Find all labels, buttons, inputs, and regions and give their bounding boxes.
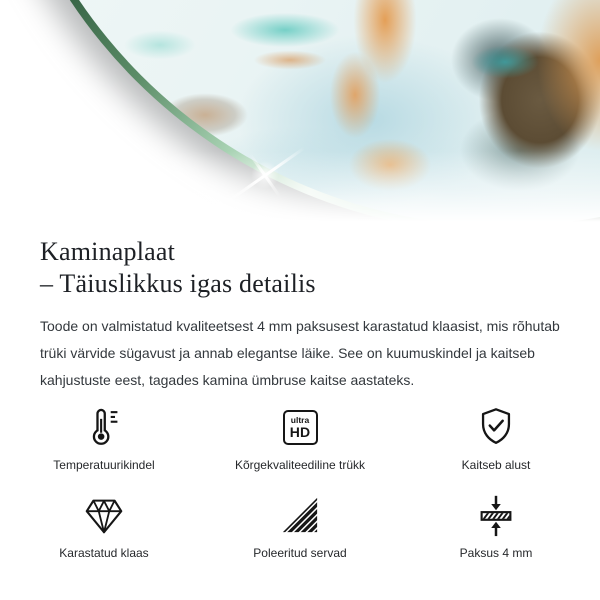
- product-description: Toode on valmistatud kvaliteetsest 4 mm paksusest karastatud klaasist, mis rõhutab trüki värvide sügavust ja annab elegantse läike. See on kuumuskindel ja kaitseb kahjustuste eest, tagades kamina ümbruse kaitse aastateks.: [40, 318, 560, 388]
- polished-edge-icon: [277, 492, 323, 538]
- feature-label: Karastatud klaas: [59, 546, 149, 560]
- page-title: [40, 236, 560, 300]
- feature-thickness-4mm: [398, 492, 594, 560]
- product-photo: [0, 0, 600, 236]
- page-title-line2: – Täiuslikkus igas detailis: [40, 269, 316, 298]
- feature-label: Paksus 4 mm: [459, 546, 533, 560]
- product-details-section: [0, 236, 600, 560]
- feature-label: Poleeritud servad: [253, 546, 347, 560]
- feature-label: Temperatuurikindel: [53, 458, 155, 472]
- feature-ultra-hd-print: [202, 404, 398, 472]
- features-grid: [0, 404, 600, 560]
- feature-polished-edges: [202, 492, 398, 560]
- thickness-icon: [473, 492, 519, 538]
- photo-fade: [0, 151, 600, 236]
- ultra-hd-label-bottom: HD: [289, 423, 311, 440]
- feature-temperature-resistant: [6, 404, 202, 472]
- ultra-hd-icon: [283, 404, 318, 450]
- thermometer-icon: [81, 404, 127, 450]
- feature-tempered-glass: [6, 492, 202, 560]
- feature-label: Kõrgekvaliteediline trükk: [234, 458, 366, 472]
- feature-label: Kaitseb alust: [461, 458, 531, 472]
- feature-protects-base: [398, 404, 594, 472]
- shield-check-icon: [473, 404, 519, 450]
- ultra-hd-label-top: ultra: [290, 414, 310, 425]
- page-title-line1: Kaminaplaat: [40, 237, 176, 266]
- diamond-icon: [81, 492, 127, 538]
